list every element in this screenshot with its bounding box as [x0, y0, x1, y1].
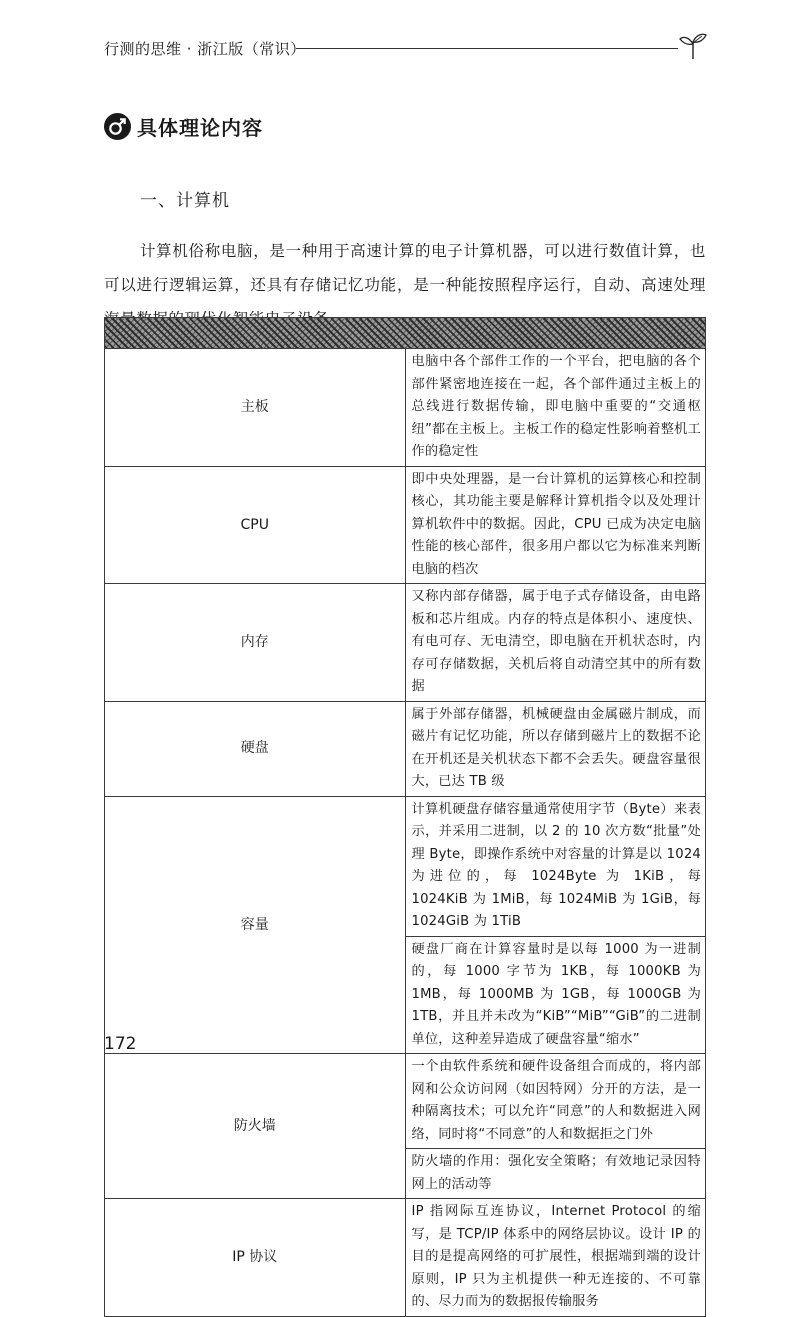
table-row: [105, 349, 706, 467]
sprout-icon: [678, 30, 708, 60]
description-cell: 防火墙的作用：强化安全策略；有效地记录因特网上的活动等: [405, 1149, 706, 1199]
running-title: 行测的思维 · 浙江版（常识）: [104, 40, 306, 58]
description-cell: IP 指网际互连协议，Internet Protocol 的缩写，是 TCP/IP 体系中的网络层协议。设计 IP 的目的是提高网络的可扩展性，根据端到端的设计原则，IP 只为主机提供一种无连接的、不可靠的、尽力而为的数据报传输服务: [405, 1199, 706, 1317]
description-cell: 计算机硬盘存储容量通常使用字节（Byte）来表示，并采用二进制，以 2 的 10 次方数“批量”处理 Byte，即操作系统中对容量的计算是以 1024 为进位的，每 1024Byte 为 1KiB，每 1024KiB 为 1MiB，每 1024MiB 为 1GiB，每 1024GiB 为 1TiB: [405, 796, 706, 936]
category-cell: 内存: [105, 584, 406, 702]
description-cell: 即中央处理器，是一台计算机的运算核心和控制核心，其功能主要是解释计算机指令以及处理计算机软件中的数据。因此，CPU 已成为决定电脑性能的核心部件，很多用户都以它为标准来判断电脑的档次: [405, 466, 706, 584]
table-row: [105, 584, 706, 702]
section-title: 具体理论内容: [137, 115, 263, 140]
category-cell: IP 协议: [105, 1199, 406, 1317]
table-header-row: [105, 318, 706, 349]
description-cell: 属于外部存储器，机械硬盘由金属磁片制成，而磁片有记忆功能，所以存储到磁片上的数据不论在开机还是关机状态下都不会丢失。硬盘容量很大，已达 TB 级: [405, 701, 706, 796]
topic-heading: 一、计算机: [140, 191, 230, 211]
header-rule: [296, 48, 678, 49]
category-cell: 主板: [105, 349, 406, 467]
category-cell: 防火墙: [105, 1054, 406, 1199]
computer-terms-table: [104, 317, 706, 1317]
table-row: [105, 796, 706, 936]
mars-symbol-icon: [104, 113, 131, 140]
description-cell: 硬盘厂商在计算容量时是以每 1000 为一进制的，每 1000 字节为 1KB，每 1000KB 为 1MB，每 1000MB 为 1GB，每 1000GB 为 1TB，并且并未改为“KiB”“MiB”“GiB”的二进制单位，这种差异造成了硬盘容量“缩水”: [405, 936, 706, 1054]
intro-paragraph: 计算机俗称电脑，是一种用于高速计算的电子计算机器，可以进行数值计算，也可以进行逻辑运算，还具有存储记忆功能，是一种能按照程序运行，自动、高速处理: [104, 241, 706, 294]
table-row: [105, 701, 706, 796]
category-cell: 硬盘: [105, 701, 406, 796]
description-cell: 又称内部存储器，属于电子式存储设备，由电路板和芯片组成。内存的特点是体积小、速度快、有电可存、无电清空，即电脑在开机状态时，内存可存储数据，关机后将自动清空其中的所有数据: [405, 584, 706, 702]
table-row: [105, 1199, 706, 1317]
description-cell: 电脑中各个部件工作的一个平台，把电脑的各个部件紧密地连接在一起，各个部件通过主板上的总线进行数据传输，即电脑中重要的“交通枢纽”都在主板上。主板工作的稳定性影响着整机工作的稳定性: [405, 349, 706, 467]
table-header-cell: [105, 318, 706, 349]
section-heading: [104, 110, 263, 142]
category-cell: 容量: [105, 796, 406, 1054]
table-row: [105, 466, 706, 584]
description-cell: 一个由软件系统和硬件设备组合而成的，将内部网和公众访问网（如因特网）分开的方法，是一种隔离技术；可以允许“同意”的人和数据进入网络，同时将“不同意”的人和数据拒之门外: [405, 1054, 706, 1149]
running-header: [104, 30, 714, 64]
page-number: 172: [104, 1034, 137, 1054]
table-row: [105, 1054, 706, 1149]
category-cell: CPU: [105, 466, 406, 584]
